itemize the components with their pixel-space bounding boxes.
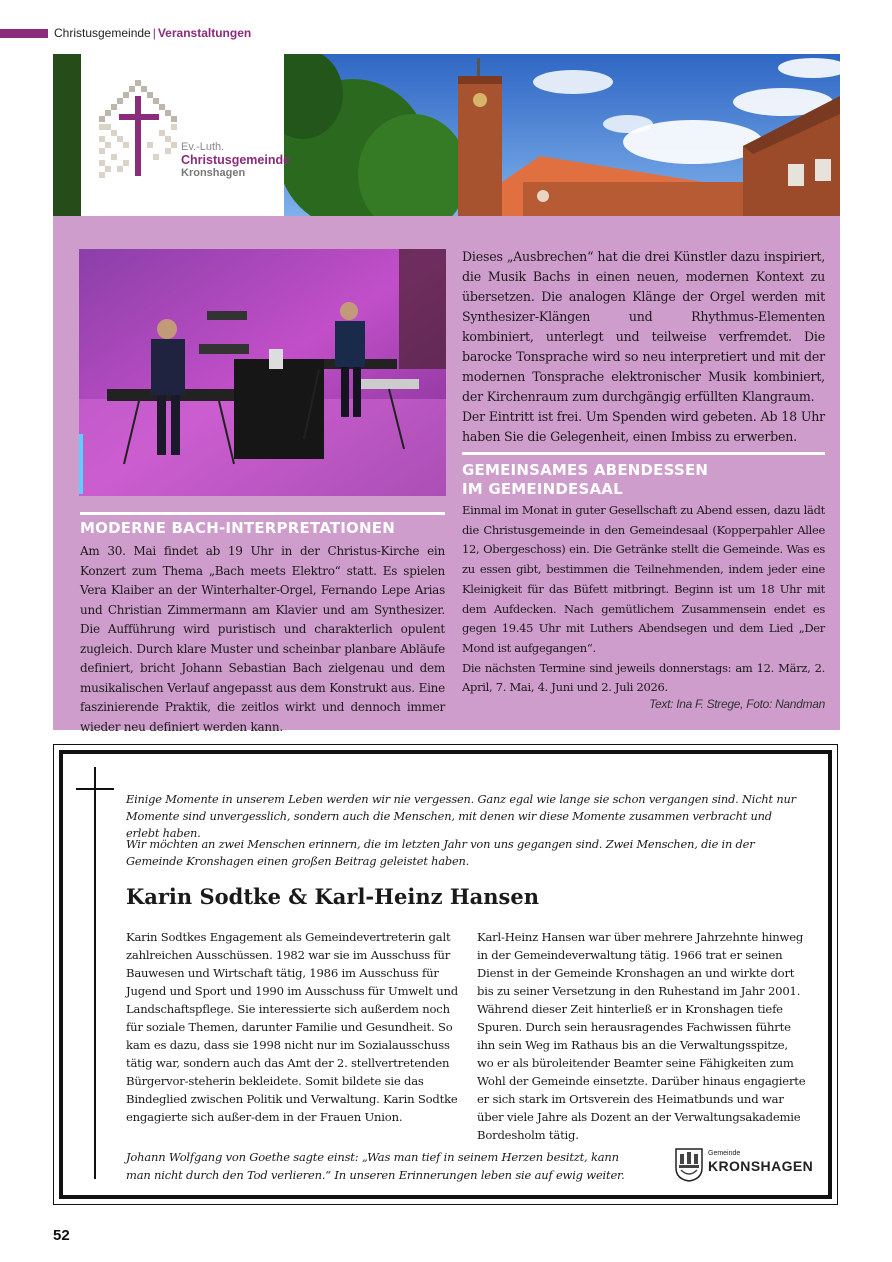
goethe-quote: Johann Wolfgang von Goethe sagte einst: „Was man tief in seinem Herzen besitzt, kann man nicht durch den Tod verlieren.“ In unseren Erinnerungen leben sie auf ewig weiter.	[126, 1150, 625, 1182]
running-header	[54, 26, 251, 40]
logo-line-1: Ev.-Luth.	[181, 141, 225, 153]
church-pixel-logo-icon	[95, 80, 187, 184]
photo-credit: Text: Ina F. Strege, Foto: Nandman	[649, 697, 825, 711]
header-accent-bar	[0, 29, 48, 38]
concert-photo	[79, 249, 446, 496]
cross-icon-vertical	[94, 767, 96, 1179]
article2-body: Einmal im Monat in guter Gesellschaft zu Abend essen, dazu lädt die Christusgemeinde in den Gemeindesaal (Kopperpahler Allee 12, Obergeschoss) ein. Die Getränke stellt die Gemeinde. Was es zu essen gibt, bestimmen die Teilnehmenden, indem jeder eine Kleinigkeit für das Büfett mitbringt. Beginn ist um 18 Uhr mit dem Aufdecken. Nach gemütlichem Zusammensein endet es gegen 19.45 Uhr mit Luthers Abendsegen und dem Lied „Der Mond ist aufgegangen“.	[462, 503, 825, 655]
church-banner-photo	[53, 54, 840, 216]
article1-admission: Der Eintritt ist frei. Um Spenden wird gebeten. Ab 18 Uhr haben Sie die Gelegenheit, einen Imbiss zu erwerben.	[462, 409, 825, 444]
heading-rule-right	[462, 452, 825, 455]
memorial-intro-1: Einige Momente in unserem Leben werden wir nie vergessen. Ganz egal wie lange sie schon vergangen sind. Nicht nur Momente sind unvergesslich, sondern auch die Menschen, mit denen wir diese Momente zusammen verbracht und erlebt haben.	[126, 792, 796, 840]
memorial-names: Karin Sodtke & Karl-Heinz Hansen	[126, 884, 539, 909]
coat-of-arms-icon	[675, 1148, 703, 1182]
cross-icon-horizontal	[76, 788, 114, 790]
memorial-column-hansen: Karl-Heinz Hansen war über mehrere Jahrzehnte hinweg in der Gemeindeverwaltung tätig. 1966 trat er seinen Dienst in der Gemeinde Kronshagen an und wirkte dort bis zu seiner Versetzung in den Ruhestand im Jahr 2001. Während dieser Zeit hinterließ er in Kronshagen tiefe Spuren. Durch sein herausragendes Fachwissen führte ihn sein Weg im Rathaus bis an die Verwaltungsspitze, wo er als büroleitender Beamter seine Fähigkeiten zum Wohl der Gemeinde einsetzte. Darüber hinaus engagierte er sich stark im Ortsverein des Heimatbunds und war über viele Jahre als Dozent an der Verwaltungsakademie Bordesholm tätig.	[477, 930, 806, 1142]
article2-heading-line1: GEMEINSAMES ABENDESSEN	[462, 461, 709, 479]
header-separator: |	[152, 26, 156, 40]
header-section: Veranstaltungen	[157, 26, 252, 40]
parish-logo	[81, 54, 291, 216]
memorial-intro-2: Wir möchten an zwei Menschen erinnern, die im letzten Jahr von uns gegangen sind. Zwei Menschen, die in der Gemeinde Kronshagen einen großen Beitrag geleistet haben.	[126, 837, 755, 868]
article1-body: Am 30. Mai findet ab 19 Uhr in der Christus-Kirche ein Konzert zum Thema „Bach meets Elektro“ statt. Es spielen Vera Klaiber an der Winterhalter-Orgel, Fernando Lepe Arias und Christian Zimmermann am Klavier und am Synthesizer. Die Aufführung wird puristisch und charakterlich opulent zugleich. Durch klare Muster und scheinbar planbare Abläufe definiert, bricht Johann Sebastian Bach zielgenau und dem musikalischen Verlauf angepasst aus dem Konstrukt aus. Eine faszinierende Praktik, die zeitlos wirkt und dennoch immer wieder neu definiert werden kann.	[80, 544, 445, 734]
municipality-name: KRONSHAGEN	[708, 1158, 814, 1174]
logo-line-2: Christusgemeinde	[181, 153, 291, 167]
municipality-label: Gemeinde	[708, 1150, 741, 1157]
article2-heading-line2: IM GEMEINDESAAL	[462, 480, 623, 498]
page-number: 52	[53, 1227, 70, 1244]
article2-dates: Die nächsten Termine sind jeweils donnerstags: am 12. März, 2. April, 7. Mai, 4. Juni und 2. Juli 2026.	[462, 660, 825, 695]
header-parish: Christusgemeinde	[54, 26, 151, 40]
article2-heading	[462, 461, 825, 499]
article1-continuation-block	[462, 247, 825, 447]
logo-line-3: Kronshagen	[181, 167, 246, 179]
heading-rule-left	[80, 512, 445, 515]
article1-continuation: Dieses „Ausbrechen“ hat die drei Künstler dazu inspiriert, die Musik Bachs in einen neuen, modernen Kontext zu übersetzen. Die analogen Klänge der Orgel werden mit Synthesizer-Klängen und Rhythmus-Elementen kombiniert, unterlegt und teilweise verfremdet. Die barocke Tonsprache wird so neu interpretiert und mit der modernen Tonsprache elektronischer Musik kombiniert, der Kirchenraum zum durchgängig erfüllten Klangraum.	[462, 249, 825, 404]
article2-body-block	[462, 501, 825, 698]
article1-heading: MODERNE BACH-INTERPRETATIONEN	[80, 519, 395, 537]
logo-wordmark	[181, 141, 290, 180]
concert-stage-photo	[79, 249, 446, 496]
memorial-column-sodtke: Karin Sodtkes Engagement als Gemeindevertreterin galt zahlreichen Ausschüssen. 1982 war sie im Ausschuss für Bauwesen und Wirtschaft tätig, 1986 im Ausschuss für Jugend und Sport und 1990 im Ausschuss für Umwelt und Landschaftspflege. Sie interessierte sich außerdem noch für soziale Themen, darunter Familie und Gesundheit. So kam es dazu, dass sie 1998 nicht nur im Sozialausschuss tätig war, sondern auch das Amt der 2. stellvertretenden Bürgervor-steherin bekleidete. Somit bildete sie das Bindeglied zwischen Politik und Verwaltung. Karin Sodtke engagierte sich außer-dem in der Frauen Union.	[126, 930, 458, 1124]
kronshagen-logo	[675, 1148, 703, 1186]
